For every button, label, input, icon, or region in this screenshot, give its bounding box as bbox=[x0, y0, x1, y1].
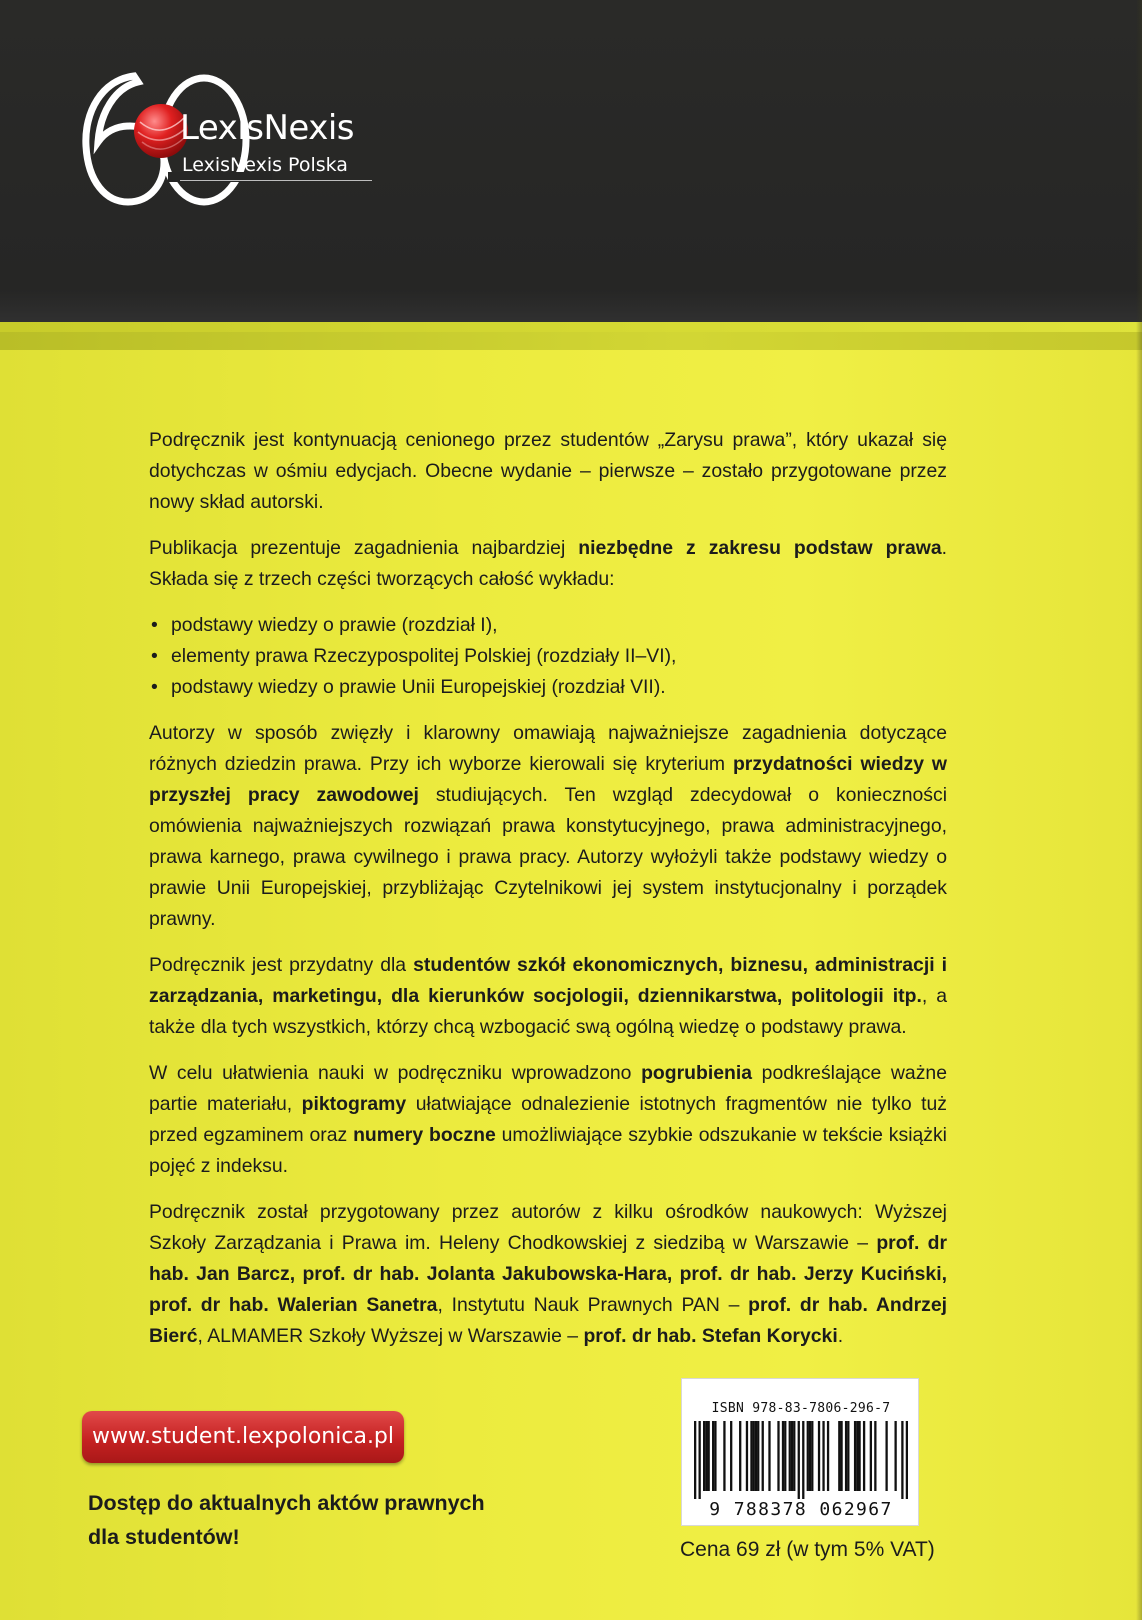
barcode-bar bbox=[802, 1421, 804, 1499]
barcode-bar bbox=[723, 1421, 725, 1491]
barcode-bar bbox=[757, 1421, 759, 1491]
barcode-bar bbox=[840, 1421, 842, 1491]
accent-stripe-shade bbox=[0, 332, 1142, 350]
barcode-bar bbox=[791, 1421, 793, 1491]
barcode-bar bbox=[750, 1421, 752, 1491]
barcode-bar bbox=[793, 1421, 795, 1491]
list-item: • elementy prawa Rzeczypospolitej Polskiej (rozdziały II–VI), bbox=[149, 641, 947, 672]
isbn-number: ISBN 978-83-7806-296-7 bbox=[711, 1401, 891, 1416]
barcode-bar bbox=[811, 1421, 813, 1491]
barcode-bar bbox=[714, 1421, 716, 1491]
barcode-bar bbox=[694, 1421, 696, 1499]
barcode-bar bbox=[906, 1421, 908, 1499]
barcode-bar bbox=[827, 1421, 829, 1491]
barcode-bar bbox=[809, 1421, 811, 1491]
barcode-bar bbox=[807, 1421, 809, 1491]
brand-subtitle: LexisNexis Polska bbox=[182, 154, 348, 176]
barcode-bar bbox=[845, 1421, 847, 1491]
barcode-bar bbox=[901, 1421, 903, 1499]
isbn-barcode bbox=[681, 1378, 919, 1526]
barcode-bar bbox=[874, 1421, 876, 1491]
accent-stripe bbox=[0, 322, 1142, 332]
barcode-bar bbox=[755, 1421, 757, 1491]
cover-edge-shadow bbox=[1136, 0, 1142, 1620]
paragraph-publication: Publikacja prezentuje zagadnienia najbardziej niezbędne z zakresu podstaw prawa. Składa się z trzech części tworzących całość wykładu: bbox=[149, 537, 947, 590]
paragraph-features: W celu ułatwienia nauki w podręczniku wprowadzono pogrubienia podkreślające ważne partie materiału, piktogramy ułatwiające odnalezienie istotnych fragmentów nie tylko tuż przed egzaminem oraz numery boczne umożliwiające szybkie odszukanie w tekście książki pojęć z indeksu. bbox=[149, 1062, 947, 1177]
access-tagline: Dostęp do aktualnych aktów prawnych dla studentów! bbox=[88, 1491, 485, 1549]
barcode-bar bbox=[863, 1421, 865, 1491]
student-portal-link[interactable]: www.student.lexpolonica.pl bbox=[82, 1411, 404, 1463]
barcode-bar bbox=[762, 1421, 764, 1491]
barcode-bar bbox=[854, 1421, 856, 1491]
chapter-list bbox=[149, 610, 947, 703]
publisher-logo bbox=[72, 64, 392, 214]
paragraph-authors: Podręcznik został przygotowany przez autorów z kilku ośrodków naukowych: Wyższej Szkoły Zarządzania i Prawa im. Heleny Chodkowskiej z siedzibą w Warszawie – prof. dr hab. Jan Barcz, prof. dr hab. Jolanta Jakubowska-Hara, prof. dr hab. Jerzy Kuciński, prof. dr hab. Walerian Sanetra, Instytutu Nauk Prawnych PAN – prof. dr hab. Andrzej Bierć, ALMAMER Szkoły Wyższej w Warszawie – prof. dr hab. Stefan Korycki. bbox=[149, 1201, 948, 1347]
barcode-bar bbox=[784, 1421, 786, 1491]
barcode-bar bbox=[768, 1421, 770, 1491]
barcode-bar bbox=[705, 1421, 707, 1491]
barcode-bar bbox=[739, 1421, 741, 1491]
description-text bbox=[149, 425, 947, 1367]
paragraph-intro: Podręcznik jest kontynuacją cenionego przez studentów „Zarysu prawa”, który ukazał się dotychczas w ośmiu edycjach. Obecne wydanie – pierwsze – zostało przygotowane przez nowy skład autorski. bbox=[149, 429, 947, 513]
ean-digits: 9 788378 062967 bbox=[709, 1499, 893, 1520]
barcode-bar bbox=[822, 1421, 824, 1491]
brand-name: LexisNexis bbox=[180, 108, 354, 148]
barcode-bar bbox=[746, 1421, 748, 1491]
list-item: • podstawy wiedzy o prawie (rozdział I), bbox=[149, 610, 947, 641]
barcode-bar bbox=[885, 1421, 887, 1491]
barcode-bar bbox=[847, 1421, 849, 1491]
barcode-bar bbox=[838, 1421, 840, 1491]
barcode-bar bbox=[870, 1421, 872, 1491]
barcode-bar bbox=[777, 1421, 779, 1491]
price-label: Cena 69 zł (w tym 5% VAT) bbox=[680, 1538, 935, 1561]
barcode-bar bbox=[703, 1421, 705, 1491]
anniversary-number: 60 bbox=[72, 64, 74, 65]
barcode-bar bbox=[818, 1421, 820, 1491]
barcode-bar bbox=[782, 1421, 784, 1491]
barcode-bar bbox=[856, 1421, 858, 1491]
paragraph-authors-approach: Autorzy w sposób zwięzły i klarowny omawiają najważniejsze zagadnienia dotyczące różnych dziedzin prawa. Przy ich wyborze kierowali się kryterium przydatności wiedzy w przyszłej pracy zawodowej studiujących. Ten wzgląd zdecydował o konieczności omówienia najważniejszych rozwiązań prawa konstytucyjnego, prawa administracyjnego, prawa karnego, prawa cywilnego i prawa pracy. Autorzy wyłożyli także podstawy wiedzy o prawie Unii Europejskiej, przybliżając Czytelnikowi jej system instytucjonalny i porządek prawny. bbox=[149, 722, 947, 930]
barcode-bar bbox=[699, 1421, 701, 1499]
barcode-bar bbox=[708, 1421, 710, 1491]
barcode-bar bbox=[789, 1421, 791, 1491]
barcode-bar bbox=[894, 1421, 896, 1491]
barcode-bars bbox=[694, 1421, 908, 1499]
barcode-bar bbox=[753, 1421, 755, 1491]
barcode-bar bbox=[730, 1421, 732, 1491]
barcode-bar bbox=[712, 1421, 714, 1491]
barcode-bar bbox=[798, 1421, 800, 1499]
list-item: • podstawy wiedzy o prawie Unii Europejskiej (rozdział VII). bbox=[149, 672, 947, 703]
paragraph-audience: Podręcznik jest przydatny dla studentów szkół ekonomicznych, biznesu, administracji i zarządzania, marketingu, dla kierunków socjologii, dziennikarstwa, politologii itp., a także dla tych wszystkich, którzy chcą wzbogacić swą ogólną wiedzę o podstawy prawa. bbox=[149, 954, 947, 1038]
logo-divider bbox=[180, 180, 372, 181]
barcode-bar bbox=[858, 1421, 860, 1491]
